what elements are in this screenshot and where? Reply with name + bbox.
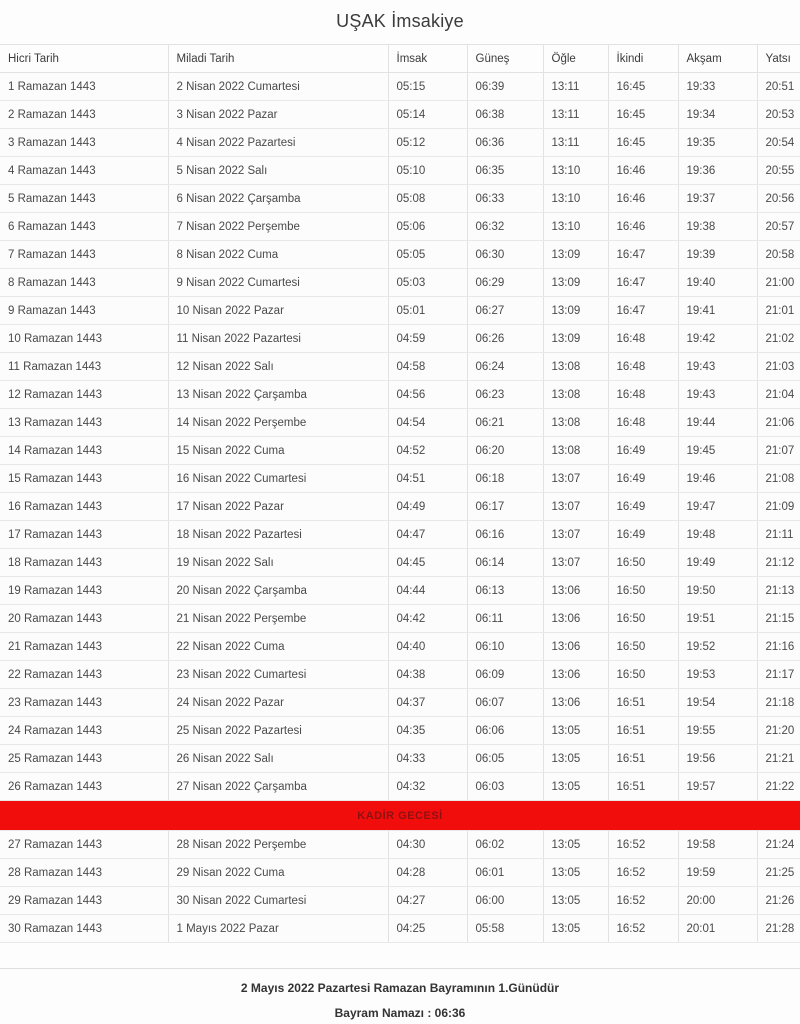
table-cell: 06:21 (467, 409, 543, 437)
table-cell: 19:41 (678, 297, 757, 325)
table-cell: 22 Nisan 2022 Cuma (168, 633, 388, 661)
table-cell: 13:08 (543, 409, 608, 437)
table-cell: 15 Nisan 2022 Cuma (168, 437, 388, 465)
table-cell: 05:14 (388, 101, 467, 129)
table-row (0, 493, 800, 521)
table-cell: 10 Nisan 2022 Pazar (168, 297, 388, 325)
table-cell: 06:30 (467, 241, 543, 269)
table-cell: 06:05 (467, 745, 543, 773)
table-cell: 04:42 (388, 605, 467, 633)
table-cell: 13 Nisan 2022 Çarşamba (168, 381, 388, 409)
table-row (0, 241, 800, 269)
table-cell: 13:10 (543, 157, 608, 185)
table-cell: 16:49 (608, 521, 678, 549)
table-cell: 16:49 (608, 465, 678, 493)
table-cell: 19 Ramazan 1443 (0, 577, 168, 605)
table-cell: 24 Nisan 2022 Pazar (168, 689, 388, 717)
table-cell: 04:49 (388, 493, 467, 521)
table-cell: 3 Nisan 2022 Pazar (168, 101, 388, 129)
table-cell: 06:33 (467, 185, 543, 213)
table-cell: 20:00 (678, 887, 757, 915)
table-cell: 20 Ramazan 1443 (0, 605, 168, 633)
table-cell: 06:03 (467, 773, 543, 801)
table-cell: 13:11 (543, 73, 608, 101)
table-cell: 20:53 (757, 101, 800, 129)
table-cell: 04:45 (388, 549, 467, 577)
table-row (0, 213, 800, 241)
table-cell: 1 Mayıs 2022 Pazar (168, 915, 388, 943)
table-cell: 04:52 (388, 437, 467, 465)
table-cell: 9 Nisan 2022 Cumartesi (168, 269, 388, 297)
table-cell: 19:34 (678, 101, 757, 129)
table-cell: 21:15 (757, 605, 800, 633)
table-cell: 9 Ramazan 1443 (0, 297, 168, 325)
table-cell: 04:47 (388, 521, 467, 549)
table-cell: 13:09 (543, 241, 608, 269)
table-cell: 16:46 (608, 213, 678, 241)
table-row (0, 185, 800, 213)
table-cell: 13:09 (543, 269, 608, 297)
table-cell: 25 Ramazan 1443 (0, 745, 168, 773)
table-cell: 19:37 (678, 185, 757, 213)
table-cell: 21:13 (757, 577, 800, 605)
table-cell: 13:07 (543, 493, 608, 521)
table-cell: 20:58 (757, 241, 800, 269)
table-cell: 16:45 (608, 73, 678, 101)
table-cell: 16:50 (608, 633, 678, 661)
table-cell: 7 Ramazan 1443 (0, 241, 168, 269)
table-cell: 21:11 (757, 521, 800, 549)
table-row (0, 325, 800, 353)
table-cell: 21:17 (757, 661, 800, 689)
col-header-hicri-tarih: Hicri Tarih (0, 45, 168, 73)
table-cell: 16:47 (608, 297, 678, 325)
table-cell: 24 Ramazan 1443 (0, 717, 168, 745)
table-cell: 04:27 (388, 887, 467, 915)
table-cell: 11 Ramazan 1443 (0, 353, 168, 381)
table-row (0, 101, 800, 129)
table-cell: 19:50 (678, 577, 757, 605)
table-cell: 13:09 (543, 297, 608, 325)
table-cell: 16:49 (608, 437, 678, 465)
table-cell: 26 Nisan 2022 Salı (168, 745, 388, 773)
table-cell: 16:50 (608, 549, 678, 577)
table-row (0, 887, 800, 915)
table-row (0, 353, 800, 381)
table-cell: 16:45 (608, 101, 678, 129)
table-cell: 05:03 (388, 269, 467, 297)
table-cell: 21 Ramazan 1443 (0, 633, 168, 661)
table-cell: 20:57 (757, 213, 800, 241)
table-cell: 16:52 (608, 915, 678, 943)
table-row (0, 661, 800, 689)
table-cell: 13:06 (543, 689, 608, 717)
table-cell: 19:55 (678, 717, 757, 745)
table-cell: 19:57 (678, 773, 757, 801)
table-cell: 04:30 (388, 831, 467, 859)
table-cell: 19:43 (678, 353, 757, 381)
table-cell: 6 Ramazan 1443 (0, 213, 168, 241)
table-cell: 16:51 (608, 773, 678, 801)
table-cell: 19:51 (678, 605, 757, 633)
table-cell: 19:46 (678, 465, 757, 493)
table-row (0, 831, 800, 859)
table-cell: 19:58 (678, 831, 757, 859)
table-cell: 21 Nisan 2022 Perşembe (168, 605, 388, 633)
table-cell: 19:35 (678, 129, 757, 157)
table-cell: 19:38 (678, 213, 757, 241)
table-cell: 13:10 (543, 185, 608, 213)
table-cell: 21:02 (757, 325, 800, 353)
table-cell: 13 Ramazan 1443 (0, 409, 168, 437)
table-row (0, 129, 800, 157)
kadir-gecesi-label: KADİR GECESİ (0, 801, 800, 831)
table-cell: 20:55 (757, 157, 800, 185)
table-cell: 21:20 (757, 717, 800, 745)
table-cell: 21:04 (757, 381, 800, 409)
table-cell: 19:52 (678, 633, 757, 661)
table-cell: 21:24 (757, 831, 800, 859)
table-cell: 19:44 (678, 409, 757, 437)
table-cell: 16:52 (608, 859, 678, 887)
col-header-ogle: Öğle (543, 45, 608, 73)
table-cell: 06:38 (467, 101, 543, 129)
table-header-row (0, 45, 800, 73)
table-cell: 2 Nisan 2022 Cumartesi (168, 73, 388, 101)
table-cell: 29 Ramazan 1443 (0, 887, 168, 915)
col-header-yatsi: Yatsı (757, 45, 800, 73)
table-cell: 05:05 (388, 241, 467, 269)
table-cell: 13:06 (543, 661, 608, 689)
table-cell: 04:33 (388, 745, 467, 773)
table-cell: 14 Nisan 2022 Perşembe (168, 409, 388, 437)
table-cell: 05:12 (388, 129, 467, 157)
table-cell: 19:49 (678, 549, 757, 577)
table-cell: 13:06 (543, 605, 608, 633)
table-cell: 16:48 (608, 353, 678, 381)
table-cell: 04:35 (388, 717, 467, 745)
table-cell: 21:18 (757, 689, 800, 717)
table-cell: 17 Nisan 2022 Pazar (168, 493, 388, 521)
table-cell: 19:36 (678, 157, 757, 185)
table-row (0, 745, 800, 773)
table-cell: 06:13 (467, 577, 543, 605)
table-cell: 27 Nisan 2022 Çarşamba (168, 773, 388, 801)
table-cell: 06:16 (467, 521, 543, 549)
table-cell: 05:06 (388, 213, 467, 241)
table-cell: 06:14 (467, 549, 543, 577)
col-header-miladi-tarih: Miladi Tarih (168, 45, 388, 73)
table-cell: 13:05 (543, 887, 608, 915)
table-cell: 13:05 (543, 717, 608, 745)
table-cell: 27 Ramazan 1443 (0, 831, 168, 859)
table-cell: 13:08 (543, 381, 608, 409)
table-cell: 19:43 (678, 381, 757, 409)
table-row (0, 633, 800, 661)
table-cell: 19:56 (678, 745, 757, 773)
table-cell: 06:01 (467, 859, 543, 887)
table-row (0, 73, 800, 101)
table-cell: 28 Nisan 2022 Perşembe (168, 831, 388, 859)
table-cell: 13:08 (543, 353, 608, 381)
bayram-day-note: 2 Mayıs 2022 Pazartesi Ramazan Bayramının 1.Günüdür (240, 981, 560, 995)
table-cell: 20:01 (678, 915, 757, 943)
table-cell: 28 Ramazan 1443 (0, 859, 168, 887)
table-cell: 06:07 (467, 689, 543, 717)
table-cell: 30 Nisan 2022 Cumartesi (168, 887, 388, 915)
table-cell: 13:08 (543, 437, 608, 465)
table-row (0, 409, 800, 437)
kadir-gecesi-banner-row (0, 801, 800, 831)
table-cell: 20 Nisan 2022 Çarşamba (168, 577, 388, 605)
table-cell: 26 Ramazan 1443 (0, 773, 168, 801)
table-row (0, 689, 800, 717)
table-row (0, 521, 800, 549)
table-cell: 13:07 (543, 465, 608, 493)
table-cell: 21:08 (757, 465, 800, 493)
table-cell: 16:52 (608, 887, 678, 915)
table-cell: 19:53 (678, 661, 757, 689)
table-cell: 05:10 (388, 157, 467, 185)
table-cell: 19:40 (678, 269, 757, 297)
table-cell: 12 Nisan 2022 Salı (168, 353, 388, 381)
table-cell: 5 Nisan 2022 Salı (168, 157, 388, 185)
table-cell: 06:32 (467, 213, 543, 241)
table-cell: 16:50 (608, 605, 678, 633)
table-cell: 4 Nisan 2022 Pazartesi (168, 129, 388, 157)
table-cell: 13:11 (543, 129, 608, 157)
table-cell: 21:07 (757, 437, 800, 465)
table-cell: 04:40 (388, 633, 467, 661)
table-cell: 16:46 (608, 157, 678, 185)
table-cell: 06:39 (467, 73, 543, 101)
table-cell: 16:48 (608, 325, 678, 353)
table-cell: 04:32 (388, 773, 467, 801)
table-cell: 16:51 (608, 717, 678, 745)
table-cell: 21:25 (757, 859, 800, 887)
table-row (0, 915, 800, 943)
table-cell: 17 Ramazan 1443 (0, 521, 168, 549)
table-cell: 06:09 (467, 661, 543, 689)
table-cell: 13:05 (543, 745, 608, 773)
table-cell: 20:54 (757, 129, 800, 157)
table-cell: 06:27 (467, 297, 543, 325)
table-cell: 21:21 (757, 745, 800, 773)
table-row (0, 605, 800, 633)
table-row (0, 859, 800, 887)
table-cell: 22 Ramazan 1443 (0, 661, 168, 689)
table-cell: 04:28 (388, 859, 467, 887)
table-cell: 06:11 (467, 605, 543, 633)
table-row (0, 773, 800, 801)
table-cell: 06:26 (467, 325, 543, 353)
table-cell: 16:48 (608, 381, 678, 409)
table-cell: 06:35 (467, 157, 543, 185)
table-cell: 1 Ramazan 1443 (0, 73, 168, 101)
table-cell: 13:06 (543, 577, 608, 605)
col-header-ikindi: İkindi (608, 45, 678, 73)
table-cell: 19 Nisan 2022 Salı (168, 549, 388, 577)
table-cell: 06:29 (467, 269, 543, 297)
table-cell: 16:52 (608, 831, 678, 859)
table-cell: 21:16 (757, 633, 800, 661)
table-cell: 16:47 (608, 269, 678, 297)
table-cell: 21:06 (757, 409, 800, 437)
table-cell: 13:07 (543, 521, 608, 549)
table-cell: 13:10 (543, 213, 608, 241)
table-cell: 20:56 (757, 185, 800, 213)
table-cell: 13:09 (543, 325, 608, 353)
table-cell: 04:37 (388, 689, 467, 717)
footer (0, 968, 800, 1020)
table-cell: 21:26 (757, 887, 800, 915)
table-row (0, 577, 800, 605)
table-cell: 04:59 (388, 325, 467, 353)
table-cell: 16:49 (608, 493, 678, 521)
table-row (0, 297, 800, 325)
table-cell: 21:03 (757, 353, 800, 381)
table-cell: 15 Ramazan 1443 (0, 465, 168, 493)
table-cell: 06:24 (467, 353, 543, 381)
table-cell: 21:22 (757, 773, 800, 801)
table-cell: 18 Ramazan 1443 (0, 549, 168, 577)
table-cell: 8 Nisan 2022 Cuma (168, 241, 388, 269)
table-cell: 19:54 (678, 689, 757, 717)
table-cell: 06:23 (467, 381, 543, 409)
table-cell: 13:06 (543, 633, 608, 661)
table-cell: 05:15 (388, 73, 467, 101)
table-cell: 16:50 (608, 577, 678, 605)
col-header-aksam: Akşam (678, 45, 757, 73)
table-cell: 12 Ramazan 1443 (0, 381, 168, 409)
table-cell: 16:47 (608, 241, 678, 269)
table-cell: 5 Ramazan 1443 (0, 185, 168, 213)
table-cell: 06:06 (467, 717, 543, 745)
table-cell: 16:45 (608, 129, 678, 157)
table-cell: 19:48 (678, 521, 757, 549)
table-cell: 04:56 (388, 381, 467, 409)
table-cell: 16 Nisan 2022 Cumartesi (168, 465, 388, 493)
prayer-times-table (0, 44, 800, 943)
table-cell: 19:39 (678, 241, 757, 269)
table-cell: 16:46 (608, 185, 678, 213)
table-cell: 6 Nisan 2022 Çarşamba (168, 185, 388, 213)
table-cell: 21:00 (757, 269, 800, 297)
table-row (0, 157, 800, 185)
table-cell: 05:01 (388, 297, 467, 325)
table-cell: 16 Ramazan 1443 (0, 493, 168, 521)
table-cell: 23 Nisan 2022 Cumartesi (168, 661, 388, 689)
table-cell: 06:20 (467, 437, 543, 465)
table-cell: 10 Ramazan 1443 (0, 325, 168, 353)
table-cell: 21:09 (757, 493, 800, 521)
table-cell: 04:25 (388, 915, 467, 943)
table-cell: 04:51 (388, 465, 467, 493)
table-cell: 19:59 (678, 859, 757, 887)
table-cell: 05:58 (467, 915, 543, 943)
table-cell: 21:01 (757, 297, 800, 325)
table-row (0, 381, 800, 409)
table-cell: 14 Ramazan 1443 (0, 437, 168, 465)
table-cell: 20:51 (757, 73, 800, 101)
table-cell: 16:50 (608, 661, 678, 689)
table-cell: 19:47 (678, 493, 757, 521)
table-cell: 18 Nisan 2022 Pazartesi (168, 521, 388, 549)
table-cell: 13:11 (543, 101, 608, 129)
table-cell: 16:48 (608, 409, 678, 437)
table-cell: 06:36 (467, 129, 543, 157)
page-title: UŞAK İmsakiye (336, 11, 464, 31)
table-cell: 13:05 (543, 859, 608, 887)
table-body (0, 73, 800, 943)
table-cell: 19:42 (678, 325, 757, 353)
table-row (0, 437, 800, 465)
table-cell: 19:45 (678, 437, 757, 465)
bayram-namazi-time: Bayram Namazı : 06:36 (334, 1006, 466, 1020)
table-cell: 29 Nisan 2022 Cuma (168, 859, 388, 887)
table-cell: 4 Ramazan 1443 (0, 157, 168, 185)
table-cell: 06:02 (467, 831, 543, 859)
table-cell: 3 Ramazan 1443 (0, 129, 168, 157)
table-cell: 13:05 (543, 831, 608, 859)
table-cell: 21:28 (757, 915, 800, 943)
table-cell: 19:33 (678, 73, 757, 101)
table-cell: 06:10 (467, 633, 543, 661)
table-row (0, 269, 800, 297)
table-cell: 06:18 (467, 465, 543, 493)
table-cell: 23 Ramazan 1443 (0, 689, 168, 717)
table-cell: 13:05 (543, 915, 608, 943)
table-cell: 06:17 (467, 493, 543, 521)
table-cell: 04:58 (388, 353, 467, 381)
table-cell: 7 Nisan 2022 Perşembe (168, 213, 388, 241)
table-cell: 04:54 (388, 409, 467, 437)
table-cell: 25 Nisan 2022 Pazartesi (168, 717, 388, 745)
table-cell: 04:44 (388, 577, 467, 605)
table-cell: 13:07 (543, 549, 608, 577)
table-row (0, 717, 800, 745)
table-cell: 8 Ramazan 1443 (0, 269, 168, 297)
table-cell: 06:00 (467, 887, 543, 915)
table-row (0, 549, 800, 577)
table-cell: 11 Nisan 2022 Pazartesi (168, 325, 388, 353)
table-cell: 16:51 (608, 689, 678, 717)
col-header-imsak: İmsak (388, 45, 467, 73)
table-cell: 16:51 (608, 745, 678, 773)
table-cell: 30 Ramazan 1443 (0, 915, 168, 943)
table-cell: 05:08 (388, 185, 467, 213)
col-header-gunes: Güneş (467, 45, 543, 73)
table-row (0, 465, 800, 493)
table-cell: 2 Ramazan 1443 (0, 101, 168, 129)
table-cell: 04:38 (388, 661, 467, 689)
table-cell: 21:12 (757, 549, 800, 577)
table-cell: 13:05 (543, 773, 608, 801)
